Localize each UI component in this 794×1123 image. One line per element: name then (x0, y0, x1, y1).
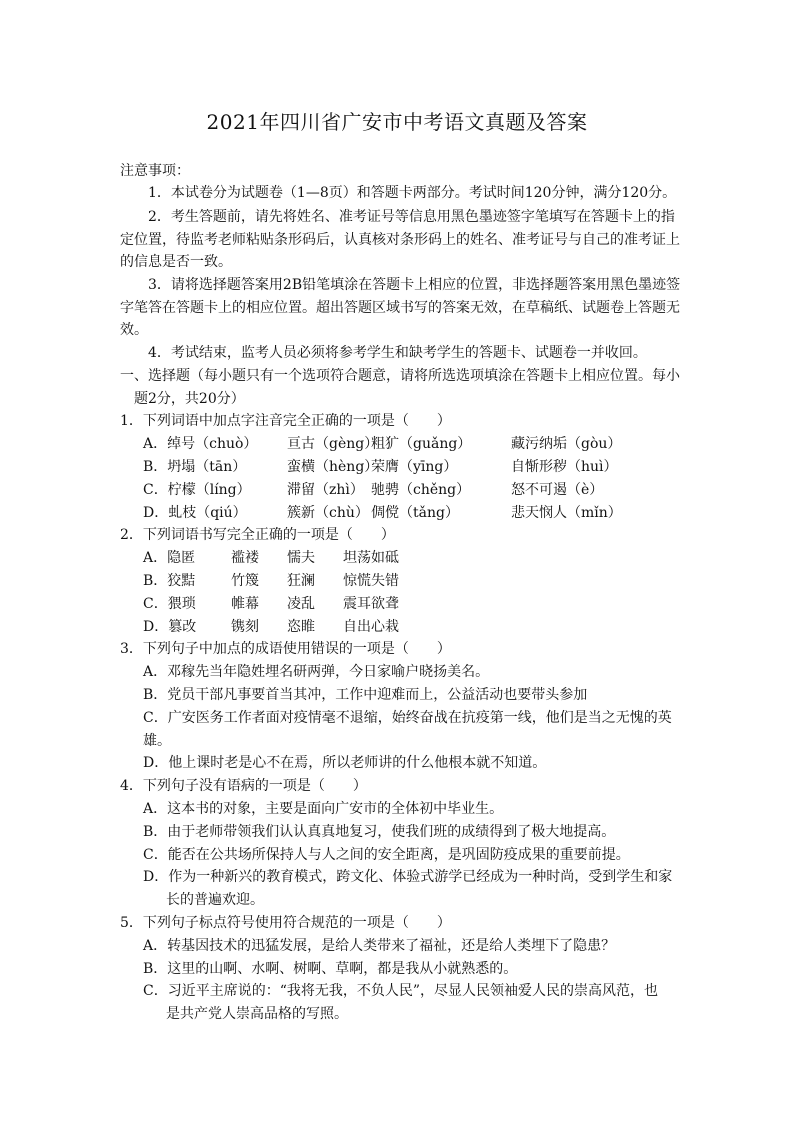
section-heading: 一、选择题（每小题只有一个选项符合题意，请将所选选项填涂在答题卡上相应位置。每小 (120, 368, 680, 384)
question-3-option: D．他上课时老是心不在焉，所以老师讲的什么他根本就不知道。 (143, 755, 547, 771)
option-cell: 滞留（zhì） (287, 482, 364, 498)
option-cell: 狂澜 (287, 573, 315, 589)
question-3-option-cont: 雄。 (143, 733, 171, 749)
question-3-option: B．党员干部凡事要首当其冲，工作中迎难而上，公益活动也要带头参加 (143, 687, 588, 703)
option-cell: 藏污纳垢（gòu） (511, 436, 622, 452)
option-cell: 蛮横（hèng） (287, 459, 379, 475)
option-cell: 褴褛 (231, 550, 259, 566)
notice-item-2-cont: 定位置，待监考老师粘贴条形码后，认真核对条形码上的姓名、准考证号与自己的准考证上 (120, 232, 680, 248)
option-cell: 帷幕 (231, 596, 259, 612)
option-cell: 竹篾 (231, 573, 259, 589)
question-3-option: C．广安医务工作者面对疫情毫不退缩，始终奋战在抗疫第一线，他们是当之无愧的英 (143, 710, 672, 726)
option-cell: 簇新（chù） (287, 505, 369, 521)
question-5-stem: 5．下列句子标点符号使用符合规范的一项是（ ） (120, 915, 451, 931)
option-cell: 悲天悯人（mǐn） (511, 505, 622, 521)
option-cell: B．坍塌（tān） (143, 459, 247, 475)
question-3-stem: 3．下列句子中加点的成语使用错误的一项是（ ） (120, 641, 451, 657)
option-cell: 惊慌失错 (343, 573, 399, 589)
option-cell: D．虬枝（qiú） (143, 505, 247, 521)
option-cell: 荣膺（yīng） (371, 459, 458, 475)
option-cell: 懦夫 (287, 550, 315, 566)
option-cell: C．猥琐 (143, 596, 196, 612)
question-3-option: A．邓稼先当年隐姓埋名研两弹，今日家喻户晓扬美名。 (143, 664, 490, 680)
option-cell: 凌乱 (287, 596, 315, 612)
question-5-option: B．这里的山啊、水啊、树啊、草啊，都是我从小就熟悉的。 (143, 961, 518, 977)
option-cell: 震耳欲聋 (343, 596, 399, 612)
option-cell: 怒不可遏（è） (511, 482, 604, 498)
option-cell: 自惭形秽（huì） (511, 459, 618, 475)
notice-item-3: 3．请将选择题答案用2B铅笔填涂在答题卡上相应的位置，非选择题答案用黑色墨迹签 (148, 277, 681, 293)
option-cell: 坦荡如砥 (343, 550, 399, 566)
notice-item-2-cont: 的信息是否一致。 (120, 254, 232, 270)
option-cell: 自出心栽 (343, 619, 399, 635)
question-4-option: B．由于老师带领我们认认真真地复习，使我们班的成绩得到了极大地提高。 (143, 824, 616, 840)
question-4-option: A．这本书的对象，主要是面向广安市的全体初中毕业生。 (143, 801, 504, 817)
option-cell: C．柠檬（líng） (143, 482, 251, 498)
notice-item-2: 2．考生答题前，请先将姓名、准考证号等信息用黑色墨迹签字笔填写在答题卡上的指 (148, 209, 675, 225)
option-cell: 粗犷（guǎng） (371, 436, 472, 452)
notice-item-3-cont: 字笔答在答题卡上的相应位置。超出答题区域书写的答案无效，在草稿纸、试题卷上答题无 (120, 300, 680, 316)
option-cell: A．绰号（chuò） (143, 436, 258, 452)
question-5-option: C．习近平主席说的：“我将无我，不负人民”，尽显人民领袖爱人民的崇高风范，也 (143, 983, 659, 999)
option-cell: B．狡黠 (143, 573, 196, 589)
option-cell: 恣睢 (287, 619, 315, 635)
page-title: 2021年四川省广安市中考语文真题及答案 (206, 110, 588, 134)
section-heading-cont: 题2分，共20分） (134, 391, 245, 407)
notice-heading: 注意事项： (120, 163, 190, 179)
question-4-option: D．作为一种新兴的教育模式，跨文化、体验式游学已经成为一种时尚，受到学生和家 (143, 869, 673, 885)
option-cell: A．隐匿 (143, 550, 196, 566)
question-4-stem: 4．下列句子没有语病的一项是（ ） (120, 778, 367, 794)
notice-item-3-cont: 效。 (120, 322, 148, 338)
question-1-stem: 1．下列词语中加点字注音完全正确的一项是（ ） (120, 413, 451, 429)
question-4-option-cont: 长的普遍欢迎。 (166, 892, 264, 908)
notice-item-4: 4．考试结束，监考人员必须将参考学生和缺考学生的答题卡、试题卷一并收回。 (148, 345, 647, 361)
option-cell: 亘古（gèng） (287, 436, 379, 452)
question-5-option-cont: 是共产党人崇高品格的写照。 (166, 1006, 348, 1022)
question-5-option: A．转基因技术的迅猛发展，是给人类带来了福祉，还是给人类埋下了隐患？ (143, 938, 616, 954)
question-2-stem: 2．下列词语书写完全正确的一项是（ ） (120, 527, 395, 543)
question-4-option: C．能否在公共场所保持人与人之间的安全距离，是巩固防疫成果的重要前提。 (143, 847, 630, 863)
option-cell: 镌刻 (231, 619, 259, 635)
notice-item-1: 1．本试卷分为试题卷（1—8页）和答题卡两部分。考试时间120分钟，满分120分。 (148, 185, 677, 201)
option-cell: D．篡改 (143, 619, 197, 635)
option-cell: 倜傥（tǎng） (371, 505, 459, 521)
option-cell: 驰骋（chěng） (371, 482, 471, 498)
